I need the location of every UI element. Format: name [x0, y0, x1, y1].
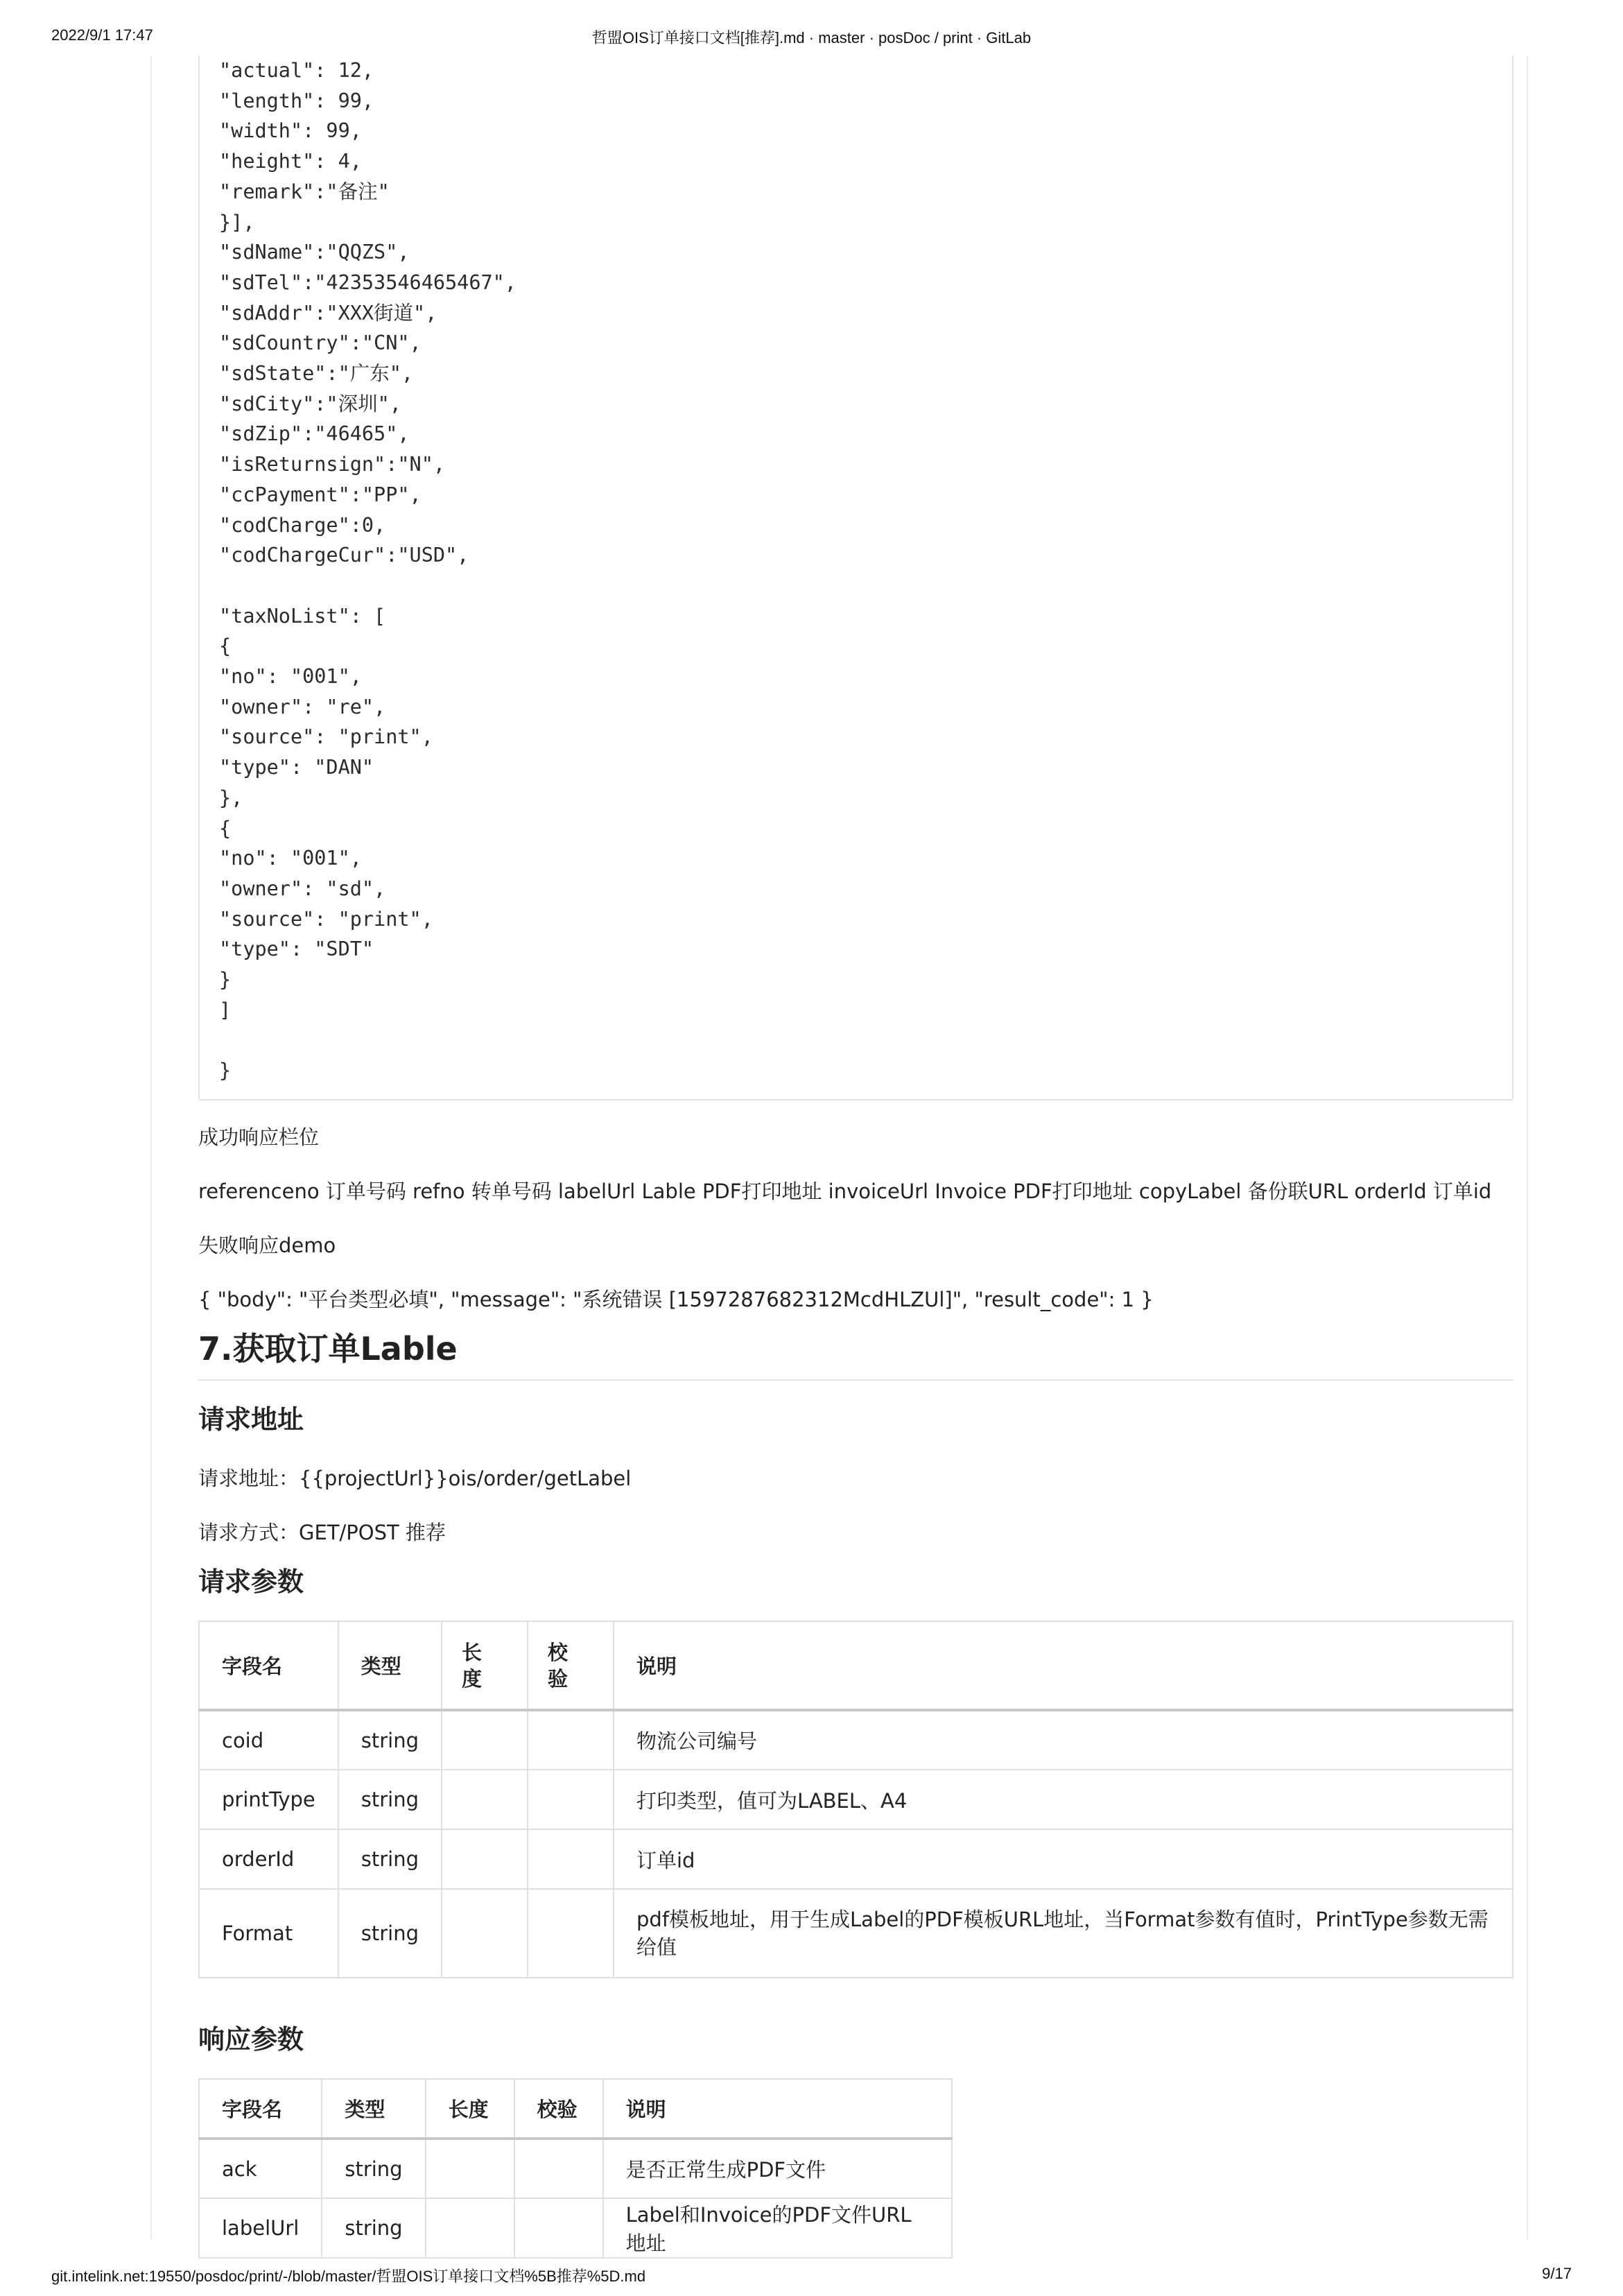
print-datetime: 2022/9/1 17:47 — [51, 26, 153, 44]
table-cell: 是否正常生成PDF文件 — [603, 2139, 952, 2198]
failure-demo-heading: 失败响应demo — [198, 1234, 336, 1257]
table-header-cell: 字段名 — [199, 1621, 338, 1710]
success-fields-text: referenceno 订单号码 refno 转单号码 labelUrl Lable PDF打印地址 invoiceUrl Invoice PDF打印地址 copyLabel 备份联URL orderId 订单id — [198, 1180, 1492, 1203]
table-header-cell: 长 度 — [442, 1621, 528, 1710]
table-header-cell: 说明 — [614, 1621, 1513, 1710]
table-row — [199, 2139, 952, 2198]
table-header-cell: 类型 — [338, 1621, 442, 1710]
table-header-row — [199, 1621, 1513, 1710]
table-cell: coid — [199, 1710, 338, 1770]
table-cell: string — [338, 1829, 442, 1889]
section-7-title: 7.获取订单Lable — [198, 1328, 1513, 1381]
table-header-cell: 长度 — [426, 2079, 514, 2139]
success-fields-heading: 成功响应栏位 — [198, 1125, 320, 1149]
table-cell: pdf模板地址，用于生成Label的PDF模板URL地址，当Format参数有值时，PrintType参数无需给值 — [614, 1889, 1513, 1978]
failure-demo-text: { "body": "平台类型必填", "message": "系统错误 [1597287682312McdHLZUl]", "result_code": 1 } — [198, 1288, 1154, 1311]
table-cell: ack — [199, 2139, 322, 2198]
table-header-row — [199, 2079, 952, 2139]
table-cell — [528, 1770, 614, 1829]
table-cell: Format — [199, 1889, 338, 1978]
response-params-table — [198, 2078, 953, 2259]
print-url: git.intelink.net:19550/posdoc/print/-/blob/master/哲盟OIS订单接口文档%5B推荐%5D.md — [51, 2268, 646, 2285]
print-footer — [0, 2265, 1623, 2286]
table-header-cell: 说明 — [603, 2079, 952, 2139]
table-cell: orderId — [199, 1829, 338, 1889]
page-number: 9/17 — [1542, 2265, 1572, 2282]
table-cell — [442, 1770, 528, 1829]
table-header-cell: 校 验 — [528, 1621, 614, 1710]
request-params-table — [198, 1621, 1513, 1978]
table-cell: string — [338, 1889, 442, 1978]
table-cell — [528, 1710, 614, 1770]
response-params-heading: 响应参数 — [198, 2024, 304, 2055]
request-params-heading: 请求参数 — [198, 1566, 304, 1597]
table-row — [199, 1829, 1513, 1889]
table-cell: string — [322, 2198, 425, 2258]
document-content — [198, 55, 1513, 2255]
table-cell — [426, 2139, 514, 2198]
code-block: "actual": 12, "length": 99, "width": 99, "height": 4, "remark":"备注" }], "sdName":"QQZS", "sdTel":"42353546465467", "sdAddr":"XXX街道", "sdCountry":"CN", "sdState":"广东", "sdCity":"深圳", "sdZip":"46465", "isReturnsign":"N", "ccPayment":"PP", "codCharge":0, "codChargeCur":"USD", "taxNoList": [ { "no": "001", "owner": "re", "source": "print", "type": "DAN" }, { "no": "001", "owner": "sd", "source": "print", "type": "SDT" } ] } — [198, 55, 1513, 1100]
table-row — [199, 2198, 952, 2258]
table-cell: string — [338, 1770, 442, 1829]
table-cell — [442, 1829, 528, 1889]
table-cell: labelUrl — [199, 2198, 322, 2258]
table-cell: 订单id — [614, 1829, 1513, 1889]
request-method-text: 请求方式：GET/POST 推荐 — [198, 1521, 446, 1544]
table-row — [199, 1889, 1513, 1978]
table-header-cell: 校验 — [514, 2079, 603, 2139]
request-address-heading: 请求地址 — [198, 1404, 304, 1435]
table-cell — [426, 2198, 514, 2258]
table-cell — [528, 1889, 614, 1978]
table-cell: printType — [199, 1770, 338, 1829]
table-cell — [442, 1889, 528, 1978]
table-cell — [514, 2198, 603, 2258]
table-cell: Label和Invoice的PDF文件URL地址 — [603, 2198, 952, 2258]
table-cell — [514, 2139, 603, 2198]
table-cell: 物流公司编号 — [614, 1710, 1513, 1770]
request-address-text: 请求地址：{{projectUrl}}ois/order/getLabel — [198, 1467, 632, 1490]
table-cell — [442, 1710, 528, 1770]
table-header-cell: 类型 — [322, 2079, 425, 2139]
print-page-title: 哲盟OIS订单接口文档[推荐].md · master · posDoc / print · GitLab — [591, 29, 1032, 46]
table-row — [199, 1770, 1513, 1829]
table-cell: string — [338, 1710, 442, 1770]
print-header — [0, 26, 1623, 47]
table-cell: string — [322, 2139, 425, 2198]
table-row — [199, 1710, 1513, 1770]
table-header-cell: 字段名 — [199, 2079, 322, 2139]
table-cell: 打印类型，值可为LABEL、A4 — [614, 1770, 1513, 1829]
table-cell — [528, 1829, 614, 1889]
